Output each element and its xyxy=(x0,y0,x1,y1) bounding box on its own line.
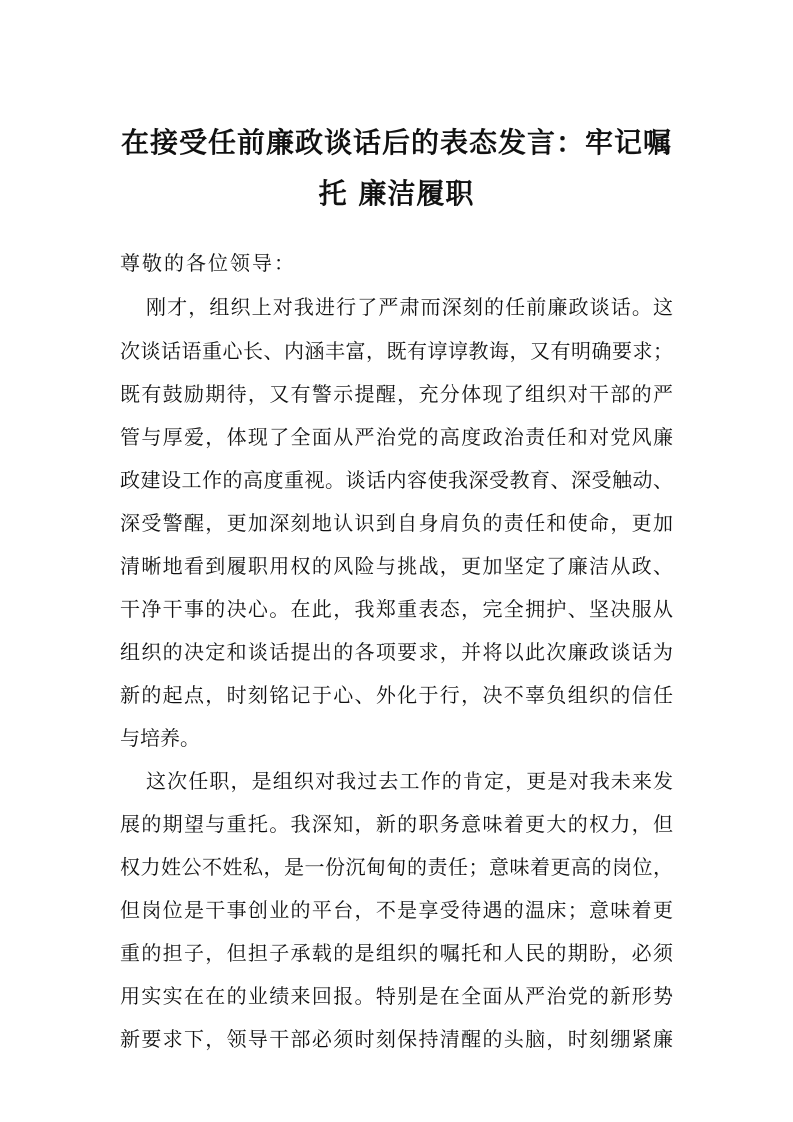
paragraph-1-line: 管与厚爱，体现了全面从严治党的高度政治责任和对党风廉 xyxy=(120,425,673,449)
paragraph-2-line: 这次任职，是组织对我过去工作的肯定，更是对我未来发 xyxy=(146,769,673,793)
paragraph-2-line: 重的担子，但担子承载的是组织的嘱托和人民的期盼，必须 xyxy=(120,941,673,965)
salutation: 尊敬的各位领导： xyxy=(120,251,296,275)
paragraph-1-line: 刚才，组织上对我进行了严肃而深刻的任前廉政谈话。这 xyxy=(146,295,673,319)
paragraph-1-line: 既有鼓励期待，又有警示提醒，充分体现了组织对干部的严 xyxy=(120,382,673,406)
paragraph-2-line: 但岗位是干事创业的平台，不是享受待遇的温床；意味着更 xyxy=(120,898,673,922)
paragraph-1-line: 清晰地看到履职用权的风险与挑战，更加坚定了廉洁从政、 xyxy=(120,554,673,578)
paragraph-1-line: 与培养。 xyxy=(120,726,200,750)
paragraph-1-line: 深受警醒，更加深刻地认识到自身肩负的责任和使命，更加 xyxy=(120,511,673,535)
paragraph-1-line: 政建设工作的高度重视。谈话内容使我深受教育、深受触动、 xyxy=(120,468,673,492)
paragraph-1-line: 干净干事的决心。在此，我郑重表态，完全拥护、坚决服从 xyxy=(120,597,673,621)
document-title-line-1: 在接受任前廉政谈话后的表态发言：牢记嘱 xyxy=(120,126,672,159)
paragraph-2-line: 用实实在在的业绩来回报。特别是在全面从严治党的新形势 xyxy=(120,984,673,1008)
paragraph-1-line: 新的起点，时刻铭记于心、外化于行，决不辜负组织的信任 xyxy=(120,683,673,707)
paragraph-2-line: 展的期望与重托。我深知，新的职务意味着更大的权力，但 xyxy=(120,812,673,836)
paragraph-1-line: 次谈话语重心长、内涵丰富，既有谆谆教诲，又有明确要求； xyxy=(120,339,673,363)
paragraph-2-line: 新要求下，领导干部必须时刻保持清醒的头脑，时刻绷紧廉 xyxy=(120,1027,673,1051)
paragraph-2-line: 权力姓公不姓私，是一份沉甸甸的责任；意味着更高的岗位， xyxy=(120,855,673,879)
paragraph-1-line: 组织的决定和谈话提出的各项要求，并将以此次廉政谈话为 xyxy=(120,640,673,664)
document-title-line-2: 托 廉洁履职 xyxy=(318,177,475,210)
